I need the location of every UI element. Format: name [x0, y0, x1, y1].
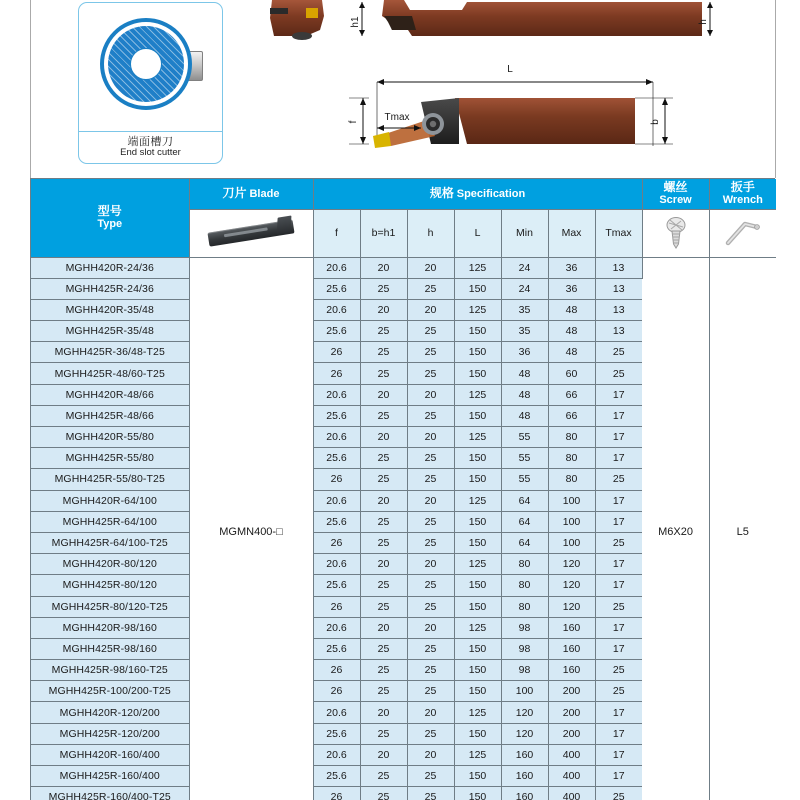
cell-b: 25 [360, 575, 407, 596]
cell-screw-size: M6X20 [642, 257, 709, 800]
svg-text:L: L [507, 64, 513, 75]
subcol-header-b-h1: b=h1 [360, 209, 407, 257]
cell-h: 20 [407, 617, 454, 638]
cell-L: 125 [454, 554, 501, 575]
svg-text:b: b [650, 119, 661, 125]
cell-max: 66 [548, 384, 595, 405]
cell-max: 48 [548, 321, 595, 342]
cell-min: 120 [501, 702, 548, 723]
screw-icon [663, 216, 689, 250]
col-header-blade-en: Blade [249, 188, 280, 201]
col-header-screw-en: Screw [659, 194, 692, 207]
cell-tmax: 17 [595, 490, 642, 511]
cell-b: 20 [360, 299, 407, 320]
cell-h: 25 [407, 681, 454, 702]
cell-h: 20 [407, 384, 454, 405]
cell-L: 150 [454, 638, 501, 659]
cell-h: 20 [407, 490, 454, 511]
cell-b: 25 [360, 723, 407, 744]
blade-insert-image-cell [189, 209, 313, 257]
col-header-blade-cn: 刀片 [222, 186, 247, 201]
table-row [31, 257, 776, 278]
cell-max: 160 [548, 638, 595, 659]
cell-max: 200 [548, 723, 595, 744]
col-header-wrench-en: Wrench [722, 194, 763, 207]
specification-table [30, 178, 775, 800]
cell-L: 150 [454, 363, 501, 384]
col-header-screw [642, 179, 709, 209]
tool-drawing-side-view [335, 58, 735, 170]
cell-tmax: 25 [595, 342, 642, 363]
cell-b: 25 [360, 405, 407, 426]
cell-tmax: 17 [595, 511, 642, 532]
cell-min: 160 [501, 744, 548, 765]
cell-f: 25.6 [313, 638, 360, 659]
cell-type: MGHH420R-80/120 [31, 554, 189, 575]
subcol-header-f: f [313, 209, 360, 257]
cell-h: 25 [407, 723, 454, 744]
cell-tmax: 13 [595, 257, 642, 278]
cell-tmax: 25 [595, 532, 642, 553]
col-header-screw-cn: 螺丝 [663, 180, 688, 195]
cell-max: 400 [548, 744, 595, 765]
cell-f: 20.6 [313, 744, 360, 765]
cell-type: MGHH425R-55/80-T25 [31, 469, 189, 490]
cell-h: 25 [407, 469, 454, 490]
cell-b: 20 [360, 554, 407, 575]
cell-h: 25 [407, 596, 454, 617]
cell-max: 120 [548, 575, 595, 596]
cell-type: MGHH420R-160/400 [31, 744, 189, 765]
cell-b: 25 [360, 596, 407, 617]
wrench-icon [723, 218, 763, 248]
cell-max: 36 [548, 257, 595, 278]
cell-min: 120 [501, 723, 548, 744]
cell-min: 98 [501, 660, 548, 681]
cell-h: 25 [407, 278, 454, 299]
cell-type: MGHH425R-48/60-T25 [31, 363, 189, 384]
cell-L: 150 [454, 278, 501, 299]
cell-f: 20.6 [313, 427, 360, 448]
cell-type: MGHH425R-35/48 [31, 321, 189, 342]
cell-tmax: 25 [595, 596, 642, 617]
cell-type: MGHH425R-100/200-T25 [31, 681, 189, 702]
cell-max: 66 [548, 405, 595, 426]
cell-L: 125 [454, 384, 501, 405]
cell-type: MGHH425R-64/100-T25 [31, 532, 189, 553]
cell-h: 20 [407, 257, 454, 278]
cell-tmax: 13 [595, 299, 642, 320]
col-header-type-cn: 型号 [97, 204, 122, 219]
cell-h: 25 [407, 787, 454, 800]
cell-tmax: 17 [595, 617, 642, 638]
cell-L: 125 [454, 702, 501, 723]
col-header-specification [313, 179, 642, 209]
cell-min: 100 [501, 681, 548, 702]
cell-min: 48 [501, 405, 548, 426]
cell-b: 25 [360, 363, 407, 384]
badge-title-cn: 端面槽刀 [127, 136, 174, 149]
cell-h: 25 [407, 575, 454, 596]
cell-blade-designation: MGMN400-□ [189, 257, 313, 800]
cell-min: 35 [501, 299, 548, 320]
cell-h: 25 [407, 448, 454, 469]
cell-min: 48 [501, 363, 548, 384]
cell-f: 26 [313, 469, 360, 490]
cell-max: 120 [548, 596, 595, 617]
cell-b: 25 [360, 469, 407, 490]
subcol-header-l: L [454, 209, 501, 257]
cell-min: 80 [501, 596, 548, 617]
cell-L: 125 [454, 257, 501, 278]
svg-text:h1: h1 [350, 16, 361, 28]
cell-max: 400 [548, 766, 595, 787]
subcol-header-tmax: Tmax [595, 209, 642, 257]
cell-min: 160 [501, 766, 548, 787]
cell-L: 150 [454, 660, 501, 681]
cell-max: 80 [548, 427, 595, 448]
cell-b: 25 [360, 321, 407, 342]
cell-tmax: 13 [595, 321, 642, 342]
cell-max: 80 [548, 469, 595, 490]
cell-L: 125 [454, 490, 501, 511]
cell-f: 20.6 [313, 617, 360, 638]
cell-min: 80 [501, 575, 548, 596]
cell-type: MGHH425R-36/48-T25 [31, 342, 189, 363]
cell-f: 26 [313, 342, 360, 363]
table-head [31, 179, 776, 257]
cell-f: 26 [313, 660, 360, 681]
cell-b: 25 [360, 342, 407, 363]
cell-h: 20 [407, 427, 454, 448]
cell-min: 35 [501, 321, 548, 342]
cell-b: 20 [360, 490, 407, 511]
badge-caption [79, 132, 222, 163]
cell-L: 150 [454, 575, 501, 596]
cell-type: MGHH425R-160/400-T25 [31, 787, 189, 800]
cell-min: 64 [501, 511, 548, 532]
cell-type: MGHH425R-80/120-T25 [31, 596, 189, 617]
cell-max: 200 [548, 681, 595, 702]
cell-min: 64 [501, 532, 548, 553]
cell-max: 80 [548, 448, 595, 469]
cell-b: 25 [360, 448, 407, 469]
cell-type: MGHH425R-160/400 [31, 766, 189, 787]
subcol-header-min: Min [501, 209, 548, 257]
cell-f: 26 [313, 532, 360, 553]
cell-b: 20 [360, 384, 407, 405]
cell-min: 64 [501, 490, 548, 511]
cell-b: 20 [360, 744, 407, 765]
cell-max: 36 [548, 278, 595, 299]
cell-b: 20 [360, 427, 407, 448]
cell-max: 100 [548, 511, 595, 532]
col-header-type-en: Type [97, 218, 123, 231]
cell-tmax: 17 [595, 766, 642, 787]
cell-tmax: 17 [595, 744, 642, 765]
cell-f: 25.6 [313, 448, 360, 469]
cell-max: 400 [548, 787, 595, 800]
cell-L: 150 [454, 681, 501, 702]
cell-f: 20.6 [313, 554, 360, 575]
grooving-insert-icon [207, 215, 295, 250]
badge-title-en: End slot cutter [120, 147, 181, 159]
cell-L: 150 [454, 405, 501, 426]
cell-h: 25 [407, 363, 454, 384]
cell-L: 150 [454, 723, 501, 744]
cell-type: MGHH425R-98/160-T25 [31, 660, 189, 681]
cell-type: MGHH420R-64/100 [31, 490, 189, 511]
cell-tmax: 13 [595, 278, 642, 299]
col-header-wrench [709, 179, 776, 209]
cell-type: MGHH420R-24/36 [31, 257, 189, 278]
cell-tmax: 17 [595, 554, 642, 575]
col-header-spec-en: Specification [456, 188, 526, 201]
cell-tmax: 17 [595, 702, 642, 723]
cell-type: MGHH425R-98/160 [31, 638, 189, 659]
cell-f: 20.6 [313, 384, 360, 405]
screw-image-cell [642, 209, 709, 257]
cell-h: 25 [407, 342, 454, 363]
cell-min: 98 [501, 617, 548, 638]
wrench-image-cell [709, 209, 776, 257]
page-rule-right [775, 0, 776, 178]
cell-f: 25.6 [313, 321, 360, 342]
cell-L: 125 [454, 427, 501, 448]
cell-b: 20 [360, 617, 407, 638]
cell-f: 25.6 [313, 405, 360, 426]
cell-min: 160 [501, 787, 548, 800]
cell-f: 25.6 [313, 723, 360, 744]
cell-b: 20 [360, 257, 407, 278]
cell-tmax: 17 [595, 427, 642, 448]
cell-tmax: 17 [595, 723, 642, 744]
cell-min: 48 [501, 384, 548, 405]
col-header-spec-cn: 规格 [429, 186, 454, 201]
cell-L: 150 [454, 342, 501, 363]
cell-type: MGHH425R-80/120 [31, 575, 189, 596]
cell-L: 125 [454, 744, 501, 765]
cell-L: 150 [454, 469, 501, 490]
cell-L: 150 [454, 532, 501, 553]
cell-type: MGHH420R-48/66 [31, 384, 189, 405]
cell-L: 150 [454, 511, 501, 532]
col-header-blade [189, 179, 313, 209]
cell-min: 98 [501, 638, 548, 659]
cell-h: 20 [407, 299, 454, 320]
cell-type: MGHH425R-48/66 [31, 405, 189, 426]
subcol-header-max: Max [548, 209, 595, 257]
cell-f: 26 [313, 681, 360, 702]
cell-min: 24 [501, 278, 548, 299]
cell-h: 25 [407, 660, 454, 681]
cell-b: 20 [360, 702, 407, 723]
table-body [31, 257, 776, 800]
cell-b: 25 [360, 681, 407, 702]
header-row-group [31, 179, 776, 209]
cell-b: 25 [360, 787, 407, 800]
svg-text:f: f [348, 120, 359, 124]
cell-max: 100 [548, 490, 595, 511]
cell-tmax: 25 [595, 787, 642, 800]
cell-b: 25 [360, 638, 407, 659]
cell-tmax: 25 [595, 660, 642, 681]
cell-type: MGHH425R-120/200 [31, 723, 189, 744]
cell-h: 20 [407, 702, 454, 723]
cell-L: 150 [454, 321, 501, 342]
cell-L: 150 [454, 448, 501, 469]
cell-h: 25 [407, 766, 454, 787]
cell-type: MGHH420R-98/160 [31, 617, 189, 638]
cell-f: 26 [313, 596, 360, 617]
cell-min: 55 [501, 427, 548, 448]
cell-f: 20.6 [313, 257, 360, 278]
cell-f: 26 [313, 787, 360, 800]
cell-tmax: 17 [595, 384, 642, 405]
cell-type: MGHH420R-120/200 [31, 702, 189, 723]
cell-h: 20 [407, 744, 454, 765]
cell-tmax: 17 [595, 448, 642, 469]
cell-type: MGHH425R-64/100 [31, 511, 189, 532]
cell-tmax: 25 [595, 363, 642, 384]
cell-L: 125 [454, 617, 501, 638]
cell-f: 20.6 [313, 299, 360, 320]
cell-min: 55 [501, 448, 548, 469]
cell-max: 160 [548, 617, 595, 638]
cell-tmax: 25 [595, 681, 642, 702]
cell-h: 25 [407, 321, 454, 342]
cell-f: 20.6 [313, 702, 360, 723]
cell-tmax: 17 [595, 405, 642, 426]
svg-text:Tmax: Tmax [384, 112, 410, 123]
cell-min: 80 [501, 554, 548, 575]
cell-b: 25 [360, 511, 407, 532]
cell-min: 36 [501, 342, 548, 363]
product-badge [78, 2, 223, 164]
cell-h: 25 [407, 638, 454, 659]
cell-min: 55 [501, 469, 548, 490]
col-header-wrench-cn: 扳手 [730, 180, 755, 195]
cell-max: 48 [548, 342, 595, 363]
cell-h: 20 [407, 554, 454, 575]
cell-h: 25 [407, 532, 454, 553]
subcol-header-h: h [407, 209, 454, 257]
cell-tmax: 17 [595, 638, 642, 659]
cell-max: 48 [548, 299, 595, 320]
cell-max: 120 [548, 554, 595, 575]
cell-b: 25 [360, 278, 407, 299]
cell-L: 150 [454, 787, 501, 800]
page-rule-left [30, 0, 31, 178]
cell-f: 25.6 [313, 511, 360, 532]
cell-wrench-size: L5 [709, 257, 776, 800]
cell-max: 60 [548, 363, 595, 384]
cell-max: 100 [548, 532, 595, 553]
cell-h: 25 [407, 511, 454, 532]
cell-L: 125 [454, 299, 501, 320]
cell-tmax: 25 [595, 469, 642, 490]
cell-max: 200 [548, 702, 595, 723]
cell-f: 25.6 [313, 278, 360, 299]
cell-b: 25 [360, 532, 407, 553]
cell-type: MGHH420R-55/80 [31, 427, 189, 448]
cell-f: 25.6 [313, 766, 360, 787]
cell-f: 20.6 [313, 490, 360, 511]
cell-L: 150 [454, 766, 501, 787]
cell-b: 25 [360, 766, 407, 787]
face-grooving-cutter-icon [79, 3, 222, 131]
cell-type: MGHH425R-55/80 [31, 448, 189, 469]
cell-min: 24 [501, 257, 548, 278]
svg-text:h: h [698, 19, 709, 25]
cell-type: MGHH425R-24/36 [31, 278, 189, 299]
cell-b: 25 [360, 660, 407, 681]
cell-f: 26 [313, 363, 360, 384]
cell-h: 25 [407, 405, 454, 426]
cell-L: 150 [454, 596, 501, 617]
cell-f: 25.6 [313, 575, 360, 596]
cell-type: MGHH420R-35/48 [31, 299, 189, 320]
cell-tmax: 17 [595, 575, 642, 596]
col-header-type [31, 179, 189, 257]
cell-max: 160 [548, 660, 595, 681]
tool-drawing-top-view [262, 0, 722, 60]
